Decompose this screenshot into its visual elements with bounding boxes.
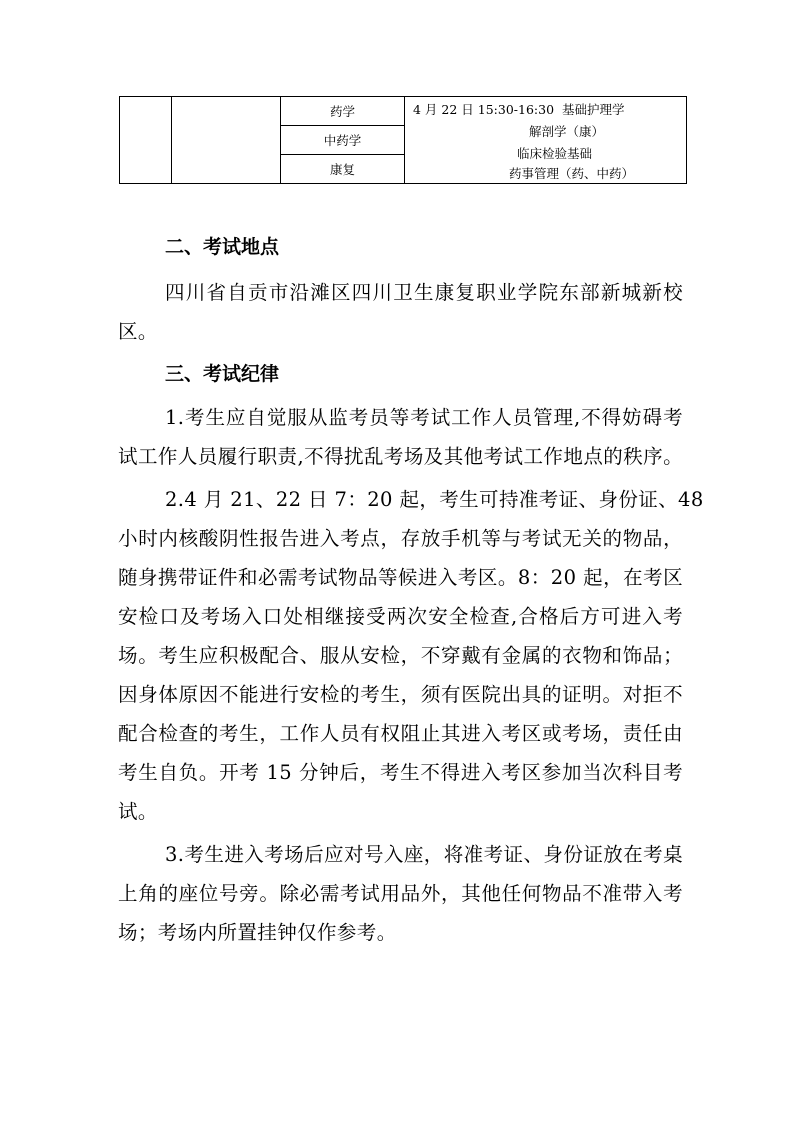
paragraph-line: 安检口及考场入口处相继接受两次安全检查,合格后方可进入考	[118, 605, 683, 628]
exam-subject: 药事管理（药、中药）	[509, 166, 635, 181]
paragraph-line: 3.考生进入考场后应对号入座，将准考证、身份证放在考桌	[165, 843, 683, 866]
subject-cell: 中药学	[281, 126, 405, 155]
paragraph-line: 四川省自贡市沿滩区四川卫生康复职业学院东部新城新校	[165, 281, 683, 304]
time-exam-cell	[405, 97, 687, 184]
paragraph-line: 1.考生应自觉服从监考员等考试工作人员管理,不得妨碍考	[165, 406, 683, 429]
paragraph-line: 配合检查的考生，工作人员有权阻止其进入考区或考场，责任由	[118, 722, 683, 745]
exam-time: 4 月 22 日 15:30-16:30	[413, 102, 555, 117]
exam-subject: 临床检验基础	[517, 146, 593, 161]
empty-cell	[172, 97, 281, 184]
paragraph-line: 试工作人员履行职责,不得扰乱考场及其他考试工作地点的秩序。	[118, 445, 683, 468]
section-heading: 三、考试纪律	[165, 363, 280, 385]
paragraph-line: 因身体原因不能进行安检的考生，须有医院出具的证明。对拒不	[118, 683, 683, 706]
section-heading: 二、考试地点	[165, 236, 280, 258]
table-row	[120, 97, 687, 126]
paragraph-line: 场；考场内所置挂钟仅作参考。	[118, 921, 397, 944]
exam-subject: 基础护理学	[561, 102, 625, 117]
empty-cell	[120, 97, 172, 184]
paragraph-line: 小时内核酸阴性报告进入考点，存放手机等与考试无关的物品，	[118, 527, 683, 550]
paragraph-line: 区。	[118, 320, 158, 343]
subject-cell: 康复	[281, 155, 405, 184]
paragraph-line: 随身携带证件和必需考试物品等候进入考区。8：20 起，在考区	[118, 566, 683, 589]
paragraph-line: 2.4 月 21、22 日 7：20 起，考生可持准考证、身份证、48	[165, 488, 704, 511]
exam-schedule-table	[119, 96, 687, 184]
exam-subject: 解剖学（康）	[529, 124, 605, 139]
paragraph-line: 上角的座位号旁。除必需考试用品外，其他任何物品不准带入考	[118, 882, 683, 905]
subject-cell: 药学	[281, 97, 405, 126]
paragraph-line: 考生自负。开考 15 分钟后，考生不得进入考区参加当次科目考	[118, 761, 683, 784]
paragraph-line: 试。	[118, 800, 158, 823]
paragraph-line: 场。考生应积极配合、服从安检，不穿戴有金属的衣物和饰品；	[118, 644, 683, 667]
